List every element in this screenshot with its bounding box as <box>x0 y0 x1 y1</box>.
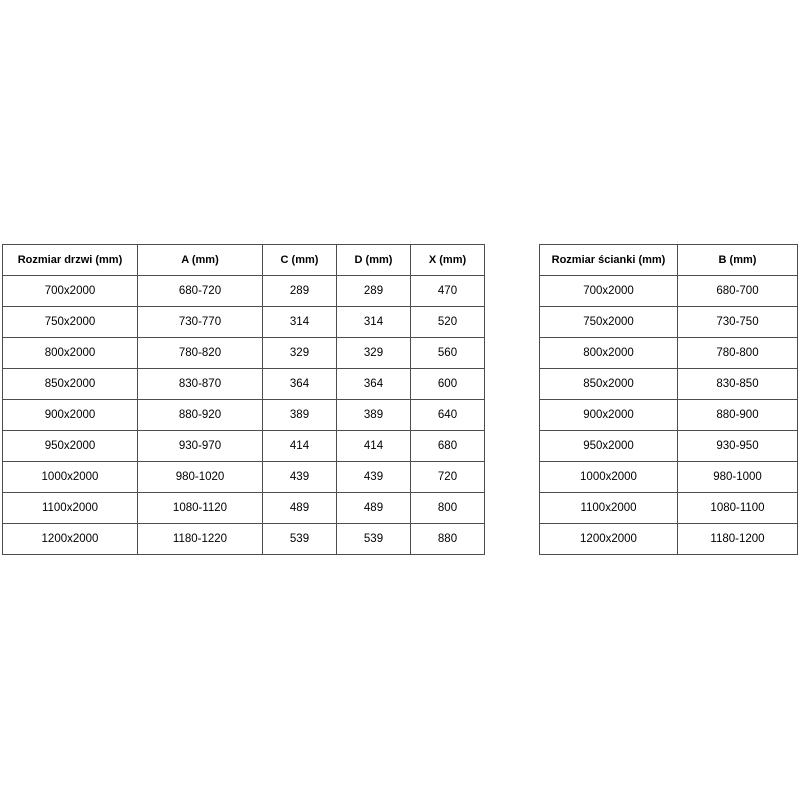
table-cell: 470 <box>411 276 485 307</box>
table-cell: 680-700 <box>678 276 798 307</box>
table-cell: 1200x2000 <box>540 524 678 555</box>
table-row <box>540 400 798 431</box>
table-row <box>3 493 485 524</box>
table-row <box>3 307 485 338</box>
table-cell: 560 <box>411 338 485 369</box>
table-row <box>540 369 798 400</box>
table-row <box>3 462 485 493</box>
header-cell: B (mm) <box>678 245 798 276</box>
table-cell: 640 <box>411 400 485 431</box>
header-cell: X (mm) <box>411 245 485 276</box>
header-cell: D (mm) <box>337 245 411 276</box>
table-row <box>540 338 798 369</box>
table-row <box>3 524 485 555</box>
header-cell: A (mm) <box>138 245 263 276</box>
table-row <box>540 307 798 338</box>
table-cell: 314 <box>263 307 337 338</box>
table-cell: 800x2000 <box>540 338 678 369</box>
table-cell: 389 <box>337 400 411 431</box>
table-row <box>3 369 485 400</box>
table-row <box>540 462 798 493</box>
table-cell: 414 <box>337 431 411 462</box>
table-row <box>3 338 485 369</box>
table-cell: 1080-1100 <box>678 493 798 524</box>
table-cell: 314 <box>337 307 411 338</box>
table-cell: 329 <box>263 338 337 369</box>
table-cell: 850x2000 <box>540 369 678 400</box>
table-cell: 900x2000 <box>3 400 138 431</box>
table-cell: 830-850 <box>678 369 798 400</box>
table-cell: 880 <box>411 524 485 555</box>
table-cell: 364 <box>337 369 411 400</box>
table-cell: 1100x2000 <box>3 493 138 524</box>
table-cell: 880-900 <box>678 400 798 431</box>
table-cell: 364 <box>263 369 337 400</box>
table-cell: 539 <box>263 524 337 555</box>
table-cell: 750x2000 <box>540 307 678 338</box>
table-cell: 900x2000 <box>540 400 678 431</box>
table-cell: 1000x2000 <box>3 462 138 493</box>
table-cell: 539 <box>337 524 411 555</box>
table-cell: 850x2000 <box>3 369 138 400</box>
table-cell: 329 <box>337 338 411 369</box>
table-cell: 680 <box>411 431 485 462</box>
table-cell: 389 <box>263 400 337 431</box>
table-cell: 780-820 <box>138 338 263 369</box>
table-cell: 1180-1200 <box>678 524 798 555</box>
table-row <box>540 524 798 555</box>
table-row <box>540 276 798 307</box>
table-row <box>540 431 798 462</box>
door-dimensions-table <box>2 244 485 555</box>
table-cell: 980-1020 <box>138 462 263 493</box>
table-cell: 600 <box>411 369 485 400</box>
table-cell: 489 <box>337 493 411 524</box>
header-cell: Rozmiar ścianki (mm) <box>540 245 678 276</box>
table-cell: 950x2000 <box>3 431 138 462</box>
table-row <box>3 276 485 307</box>
table-cell: 930-950 <box>678 431 798 462</box>
table-cell: 1180-1220 <box>138 524 263 555</box>
table-cell: 1000x2000 <box>540 462 678 493</box>
table-cell: 750x2000 <box>3 307 138 338</box>
table-cell: 700x2000 <box>3 276 138 307</box>
table-cell: 830-870 <box>138 369 263 400</box>
header-cell: C (mm) <box>263 245 337 276</box>
header-row <box>3 245 485 276</box>
table-cell: 489 <box>263 493 337 524</box>
table-cell: 780-800 <box>678 338 798 369</box>
table-cell: 950x2000 <box>540 431 678 462</box>
table-cell: 800x2000 <box>3 338 138 369</box>
table-cell: 980-1000 <box>678 462 798 493</box>
table-cell: 680-720 <box>138 276 263 307</box>
table-cell: 880-920 <box>138 400 263 431</box>
table-cell: 930-970 <box>138 431 263 462</box>
table-cell: 730-750 <box>678 307 798 338</box>
table-cell: 700x2000 <box>540 276 678 307</box>
header-row <box>540 245 798 276</box>
table-row <box>540 493 798 524</box>
table-cell: 289 <box>263 276 337 307</box>
table-cell: 1100x2000 <box>540 493 678 524</box>
table-cell: 439 <box>263 462 337 493</box>
table-cell: 439 <box>337 462 411 493</box>
table-row <box>3 431 485 462</box>
table-cell: 800 <box>411 493 485 524</box>
table-cell: 730-770 <box>138 307 263 338</box>
table-row <box>3 400 485 431</box>
table-cell: 1080-1120 <box>138 493 263 524</box>
wall-panel-dimensions-table <box>539 244 798 555</box>
table-cell: 289 <box>337 276 411 307</box>
table-cell: 720 <box>411 462 485 493</box>
table-cell: 520 <box>411 307 485 338</box>
header-cell: Rozmiar drzwi (mm) <box>3 245 138 276</box>
table-cell: 1200x2000 <box>3 524 138 555</box>
table-cell: 414 <box>263 431 337 462</box>
